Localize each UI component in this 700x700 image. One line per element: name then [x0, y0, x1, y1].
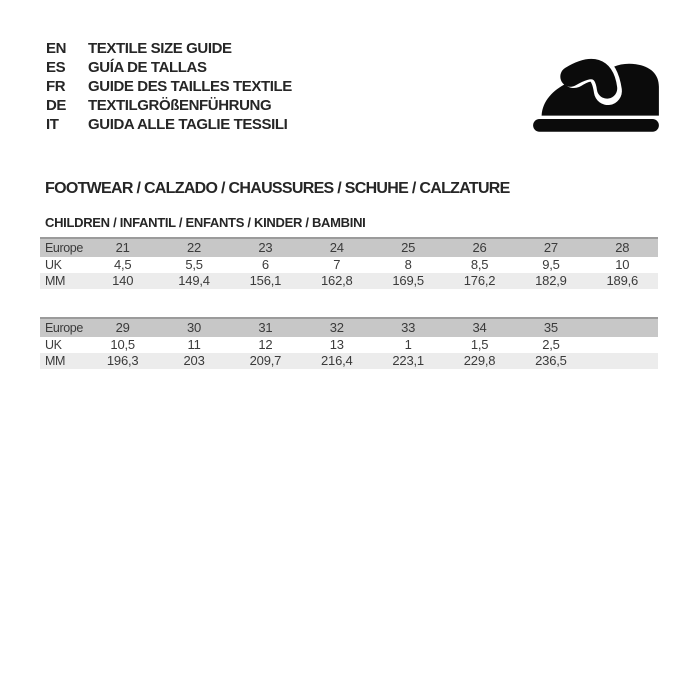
- size-cell: 12: [258, 337, 273, 352]
- size-cell: 10,5: [110, 337, 135, 352]
- language-row-es: [46, 58, 292, 77]
- size-cell: 156,1: [230, 273, 301, 289]
- table-row: [40, 238, 658, 257]
- table-row: [40, 353, 658, 369]
- size-cell: 29: [87, 318, 158, 337]
- size-cell: 10: [615, 257, 630, 272]
- language-code: ES: [46, 59, 66, 76]
- row-label: UK: [45, 338, 62, 352]
- size-cell: 2,5: [542, 337, 560, 352]
- language-title: GUÍA DE TALLAS: [88, 59, 207, 76]
- size-cell: 176,2: [444, 273, 515, 289]
- language-row-en: [46, 39, 292, 58]
- size-cell: 21: [87, 238, 158, 257]
- row-label: Europe: [40, 238, 87, 257]
- language-title: GUIDE DES TAILLES TEXTILE: [88, 78, 292, 95]
- size-cell: 25: [373, 238, 444, 257]
- row-label: MM: [40, 353, 87, 369]
- size-cell: 1,5: [470, 337, 489, 352]
- row-label: UK: [45, 258, 62, 272]
- size-cell: [587, 337, 658, 353]
- size-cell: 23: [230, 238, 301, 257]
- section-subtitle-children: CHILDREN / INFANTIL / ENFANTS / KINDER / BAMBINI: [45, 215, 366, 230]
- table-row: [40, 257, 658, 273]
- size-cell: 7: [333, 257, 341, 272]
- size-cell: 22: [158, 238, 229, 257]
- children-size-table-1: [40, 237, 658, 289]
- children-size-table-2: [40, 317, 658, 369]
- size-cell: 8: [404, 257, 412, 272]
- size-cell: 209,7: [230, 353, 301, 369]
- language-code: DE: [46, 97, 67, 114]
- size-cell: 32: [301, 318, 372, 337]
- size-cell: 28: [587, 238, 658, 257]
- size-cell: 30: [158, 318, 229, 337]
- language-title: GUIDA ALLE TAGLIE TESSILI: [88, 116, 288, 133]
- size-cell: 4,5: [113, 257, 132, 272]
- language-title: TEXTILGRÖßENFÜHRUNG: [88, 97, 272, 114]
- language-row-fr: [46, 77, 292, 96]
- section-title-footwear: FOOTWEAR / CALZADO / CHAUSSURES / SCHUHE / CALZATURE: [45, 180, 510, 197]
- language-row-it: [46, 115, 292, 134]
- size-cell: 11: [187, 337, 201, 352]
- size-cell: [587, 318, 658, 337]
- size-cell: 9,5: [542, 257, 560, 272]
- size-cell: 140: [87, 273, 158, 289]
- size-cell: 34: [444, 318, 515, 337]
- size-cell: 196,3: [87, 353, 158, 369]
- size-cell: 182,9: [515, 273, 586, 289]
- size-cell: 26: [444, 238, 515, 257]
- table-row: [40, 318, 658, 337]
- size-cell: 13: [329, 337, 344, 352]
- size-cell: [587, 353, 658, 369]
- language-code: FR: [46, 78, 66, 95]
- size-cell: 229,8: [444, 353, 515, 369]
- size-cell: 189,6: [587, 273, 658, 289]
- language-code: EN: [46, 40, 67, 57]
- size-cell: 31: [230, 318, 301, 337]
- size-cell: 149,4: [158, 273, 229, 289]
- size-cell: 8,5: [470, 257, 489, 272]
- table-row: [40, 337, 658, 353]
- size-cell: 35: [515, 318, 586, 337]
- language-row-de: [46, 96, 292, 115]
- size-cell: 33: [373, 318, 444, 337]
- size-cell: 1: [404, 337, 412, 352]
- table-row: [40, 273, 658, 289]
- size-cell: 223,1: [373, 353, 444, 369]
- size-cell: 162,8: [301, 273, 372, 289]
- children-shoe-icon: [528, 40, 664, 134]
- language-list: [46, 39, 292, 134]
- size-cell: 216,4: [301, 353, 372, 369]
- size-cell: 236,5: [515, 353, 586, 369]
- language-code: IT: [46, 116, 59, 133]
- row-label: MM: [40, 273, 87, 289]
- size-cell: 24: [301, 238, 372, 257]
- row-label: Europe: [40, 318, 87, 337]
- size-cell: 6: [261, 257, 269, 272]
- size-cell: 5,5: [185, 257, 203, 272]
- size-cell: 27: [515, 238, 586, 257]
- size-cell: 203: [158, 353, 229, 369]
- language-title: TEXTILE SIZE GUIDE: [88, 40, 232, 57]
- size-cell: 169,5: [373, 273, 444, 289]
